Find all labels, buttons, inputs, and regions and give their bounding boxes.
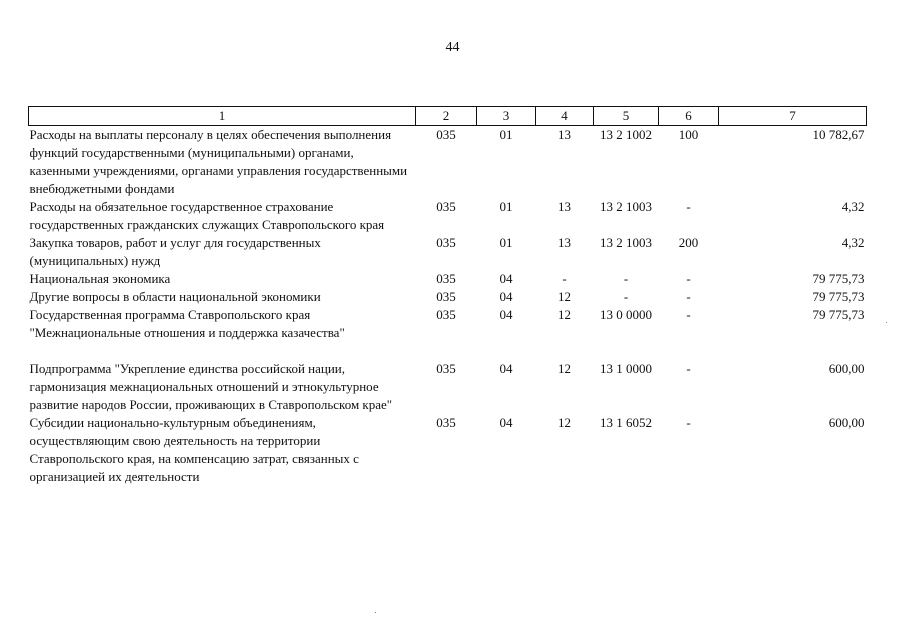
row-section: 04	[499, 289, 513, 304]
table-row	[29, 414, 867, 486]
budget-table	[28, 106, 867, 486]
row-expense-type: -	[686, 307, 691, 322]
row-expense-type: -	[686, 199, 691, 214]
table-row	[29, 234, 867, 270]
row-section: 04	[499, 307, 513, 322]
row-target-article: 13 2 1003	[600, 199, 652, 214]
row-section: 04	[499, 415, 513, 430]
row-section: 01	[499, 127, 513, 142]
row-name: Закупка товаров, работ и услуг для государственных (муниципальных) нужд	[29, 235, 321, 268]
header-col-2: 2	[416, 107, 477, 126]
scan-speck	[886, 322, 887, 323]
table-row	[29, 198, 867, 234]
row-name: Другие вопросы в области национальной экономики	[29, 289, 321, 304]
row-target-article: 13 2 1003	[600, 235, 652, 250]
row-ministry-code: 035	[436, 415, 456, 430]
row-target-article: 13 2 1002	[600, 127, 652, 142]
row-expense-type: -	[686, 361, 691, 376]
table-body	[29, 126, 867, 487]
row-target-article: 13 1 0000	[600, 361, 652, 376]
row-amount: 79 775,73	[812, 271, 865, 286]
row-name: Субсидии национально-культурным объединениям, осуществляющим свою деятельность на территории Ставропольского края, на компенсацию затрат, связанных с организацией их деятельности	[29, 415, 359, 484]
spacer-cell	[29, 342, 867, 360]
page-number: 44	[445, 40, 460, 55]
row-expense-type: -	[686, 289, 691, 304]
header-col-7: 7	[719, 107, 867, 126]
row-ministry-code: 035	[436, 199, 456, 214]
row-amount: 600,00	[828, 415, 865, 430]
table-row	[29, 126, 867, 199]
row-section: 04	[499, 361, 513, 376]
table-row	[29, 288, 867, 306]
header-row	[29, 107, 867, 126]
row-name: Государственная программа Ставропольского края "Межнациональные отношения и поддержка казачества"	[29, 307, 345, 340]
row-name: Национальная экономика	[29, 271, 171, 286]
row-amount: 10 782,67	[812, 127, 865, 142]
spacer-row	[29, 342, 867, 360]
row-expense-type: -	[686, 271, 691, 286]
row-expense-type: 100	[678, 127, 699, 142]
row-amount: 79 775,73	[812, 307, 865, 322]
row-ministry-code: 035	[436, 307, 456, 322]
row-name: Подпрограмма "Укрепление единства российской нации, гармонизация межнациональных отношений и этнокультурное развитие народов России, проживающих в Ставропольском крае"	[29, 361, 393, 412]
row-section: 01	[499, 199, 513, 214]
header-col-5: 5	[594, 107, 659, 126]
row-amount: 4,32	[841, 199, 865, 214]
row-ministry-code: 035	[436, 361, 456, 376]
row-subsection: 13	[558, 235, 571, 250]
row-subsection: 12	[558, 361, 571, 376]
row-name: Расходы на выплаты персоналу в целях обеспечения выполнения функций государственными (муниципальными) органами, казенными учреждениями, органами управления государственными внебюджетными фондами	[29, 127, 408, 196]
row-ministry-code: 035	[436, 289, 456, 304]
table-header	[29, 107, 867, 126]
row-subsection: -	[562, 271, 567, 286]
header-col-4: 4	[536, 107, 594, 126]
row-target-article: 13 0 0000	[600, 307, 652, 322]
row-expense-type: 200	[678, 235, 699, 250]
row-subsection: 13	[558, 127, 571, 142]
row-name: Расходы на обязательное государственное страхование государственных гражданских служащих Ставропольского края	[29, 199, 385, 232]
table-row	[29, 306, 867, 342]
row-section: 01	[499, 235, 513, 250]
row-subsection: 12	[558, 415, 571, 430]
row-ministry-code: 035	[436, 127, 456, 142]
table-row	[29, 270, 867, 288]
row-amount: 4,32	[841, 235, 865, 250]
header-col-3: 3	[477, 107, 536, 126]
row-subsection: 12	[558, 289, 571, 304]
row-subsection: 12	[558, 307, 571, 322]
row-section: 04	[499, 271, 513, 286]
header-col-6: 6	[659, 107, 719, 126]
row-subsection: 13	[558, 199, 571, 214]
row-amount: 79 775,73	[812, 289, 865, 304]
scan-speck	[375, 612, 376, 613]
row-expense-type: -	[686, 415, 691, 430]
row-target-article: 13 1 6052	[600, 415, 652, 430]
row-target-article: -	[623, 289, 629, 304]
row-target-article: -	[623, 271, 629, 286]
row-ministry-code: 035	[436, 271, 456, 286]
header-col-1: 1	[29, 107, 416, 126]
row-amount: 600,00	[828, 361, 865, 376]
table-row	[29, 360, 867, 414]
row-ministry-code: 035	[436, 235, 456, 250]
